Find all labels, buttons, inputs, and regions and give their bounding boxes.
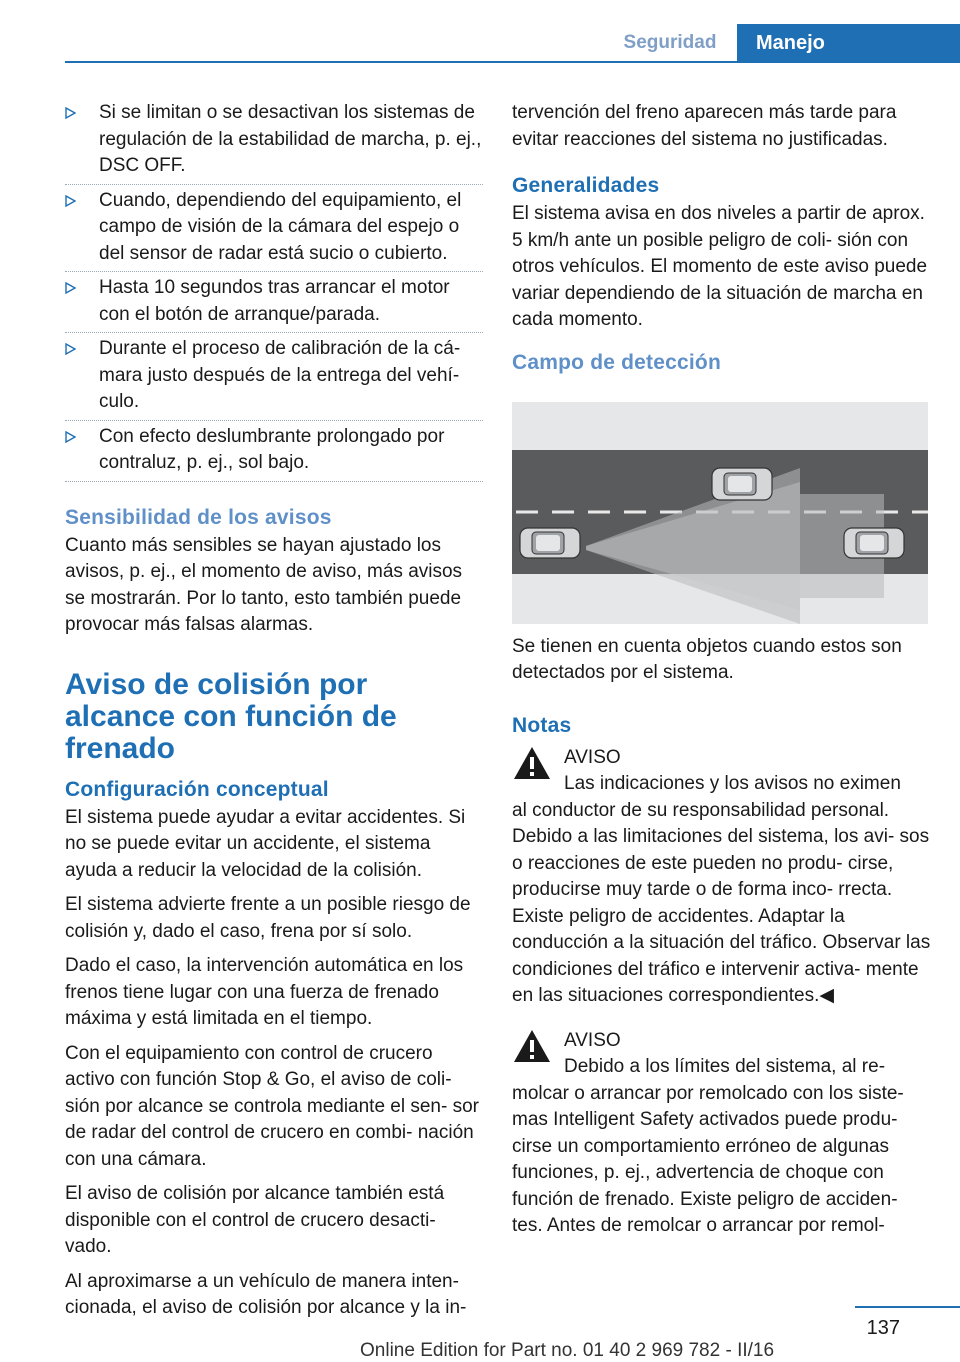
triangle-bullet-icon: [65, 107, 76, 119]
triangle-bullet-icon: [65, 195, 76, 207]
warning-title: AVISO: [564, 1029, 621, 1051]
concept-heading: Configuración conceptual: [65, 777, 329, 801]
triangle-bullet-icon: [65, 343, 76, 355]
paragraph: El aviso de colisión por alcance también está disponible con el control de crucero desacti‐ vado.: [65, 1183, 445, 1257]
road-diagram: [512, 402, 928, 624]
condition-list: [65, 100, 483, 477]
paragraph: Al aproximarse a un vehículo de manera inten‐ cionada, el aviso de colisión por alcance y la in‐: [65, 1270, 467, 1318]
footer-rule: [855, 1306, 960, 1308]
paragraph: Dado el caso, la intervención automática en los frenos tiene lugar con una fuerza de frenado máxima y está limitada en el tiempo.: [65, 955, 464, 1029]
list-item: [65, 336, 483, 416]
list-item-text: Si se limitan o se desactivan los sistemas de regulación de la estabilidad de marcha, p. ej., DSC OFF.: [99, 102, 482, 176]
triangle-bullet-icon: [65, 431, 76, 443]
edition-note: Online Edition for Part no. 01 40 2 969 782 - II/16: [360, 1340, 775, 1361]
sensitivity-heading: Sensibilidad de los avisos: [65, 505, 332, 529]
car-icon: [844, 528, 904, 558]
car-icon: [520, 528, 580, 558]
list-item-text: Hasta 10 segundos tras arrancar el motor con el botón de arranque/parada.: [99, 277, 450, 325]
figure-caption: Se tienen en cuenta objetos cuando estos son detectados por el sistema.: [512, 635, 902, 683]
paragraph: Con el equipamiento con control de crucero activo con función Stop & Go, el aviso de coli‐ sión por alcance se controla mediante el sen‐ sor de radar del control de crucero en combi‐ nación con una cámara.: [65, 1042, 480, 1170]
warning-text: al conductor de su responsabilidad personal. Debido a las limitaciones del sistema, los avi‐ sos o reacciones de este pueden no produ‐ cirse, producirse muy tarde o de forma inco‐ rrecta. Existe peligro de accidentes. Adaptar la conducción a la situación del tráfico. Observar las condiciones del tráfico e intervenir activa‐ mente en las situaciones correspondientes.◀: [512, 799, 931, 1006]
list-item-text: Durante el proceso de calibración de la cá‐ mara justo después de la entrega del vehí‐ culo.: [99, 338, 461, 412]
sensitivity-text: Cuanto más sensibles se hayan ajustado los avisos, p. ej., el momento de aviso, más avisos se mostrarán. Por lo tanto, esto también puede provocar más falsas alarmas.: [65, 534, 463, 635]
detection-heading: Campo de detección: [512, 350, 721, 374]
left-column: [65, 100, 483, 1330]
general-text: El sistema avisa en dos niveles a partir de aprox. 5 km/h ante un posible peligro de coli‐ sión con otros vehículos. El momento de este aviso puede variar dependiendo de la situación de marcha en cada momento.: [512, 203, 928, 330]
paragraph: El sistema puede ayudar a evitar accidentes. Si no se puede evitar un accidente, el sistema ayuda a reducir la velocidad de la colisión.: [65, 806, 466, 881]
warning-text-first: Las indicaciones y los avisos no eximen: [564, 773, 901, 794]
continued-text: tervención del freno aparecen más tarde para evitar reacciones del sistema no justificadas.: [512, 102, 897, 150]
list-item: [65, 100, 483, 180]
warning-icon: [512, 1028, 552, 1064]
car-icon: [712, 468, 772, 500]
warning-icon: [512, 745, 552, 781]
list-item-text: Cuando, dependiendo del equipamiento, el campo de visión de la cámara del espejo o del sensor de radar está sucio o cubierto.: [99, 189, 462, 264]
general-heading: Generalidades: [512, 174, 660, 197]
list-item-text: Con efecto deslumbrante prolongado por contraluz, p. ej., sol bajo.: [99, 425, 445, 473]
warning-block: [512, 1028, 932, 1240]
paragraph: El sistema advierte frente a un posible riesgo de colisión y, dado el caso, frena por sí solo.: [65, 894, 471, 942]
page-number: 137: [866, 1317, 900, 1339]
list-item: [65, 188, 483, 268]
list-item: [65, 275, 483, 328]
warning-title: AVISO: [564, 746, 621, 768]
list-item: [65, 424, 483, 477]
warning-text: molcar o arrancar por remolcado con los siste‐ mas Intelligent Safety activados puede produ‐ cirse un comportamiento erróneo de algunas funciones, p. ej., advertencia de choque con función de frenado. Existe peligro de acciden‐ tes. Antes de remolcar o arrancar por remol‐: [512, 1082, 904, 1236]
section-title: Aviso de colisión por alcance con función de frenado: [65, 667, 397, 765]
warning-block: [512, 745, 932, 1010]
notes-heading: Notas: [512, 713, 572, 737]
triangle-bullet-icon: [65, 282, 76, 294]
detection-field-illustration: [512, 402, 928, 624]
header-rule: [65, 61, 960, 63]
tab-seguridad[interactable]: Seguridad: [623, 32, 717, 53]
right-column: [512, 100, 932, 1248]
tab-manejo[interactable]: Manejo: [737, 24, 960, 63]
warning-text-first: Debido a los límites del sistema, al re‐: [564, 1056, 886, 1077]
